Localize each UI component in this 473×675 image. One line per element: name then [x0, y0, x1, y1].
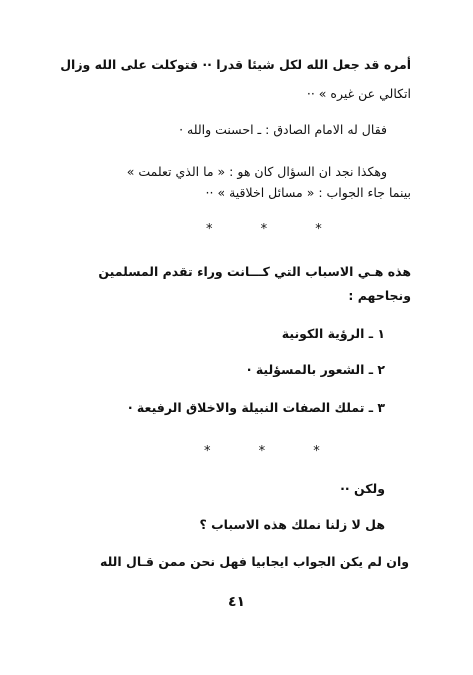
list-item-3: ٣ ـ تملك الصفات النبيلة والاخلاق الرفيعة · [127, 400, 385, 415]
section-separator-1: * * * [206, 222, 344, 237]
text-line-7: ونجاحهم : [348, 288, 411, 303]
list-item-2: ٢ ـ الشعور بالمسؤلية · [246, 362, 385, 377]
text-line-9: هل لا زلنا نملك هذه الاسباب ؟ [199, 517, 385, 532]
page-number: ٤١ [227, 594, 246, 610]
list-item-1: ١ ـ الرؤية الكونية [281, 326, 385, 341]
text-line-3: فقال له الامام الصادق : ـ احسنت والله · [179, 122, 387, 137]
text-line-2: اتكالي عن غيره » ·· [306, 86, 411, 101]
text-line-10: وان لم يكن الجواب ايجابيا فهل نحن ممن قـال الله [99, 554, 409, 569]
text-line-5: بينما جاء الجواب : « مسائل اخلاقية » ·· [205, 185, 411, 200]
text-line-4: وهكذا نجد ان السؤال كان هو : « ما الذي تعلمت » [126, 164, 387, 179]
section-separator-2: * * * [204, 444, 342, 459]
text-line-6: هذه هـي الاسباب التي كـــانت وراء تقدم المسلمين [98, 264, 411, 279]
text-line-8: ولكن ·· [340, 481, 385, 496]
text-line-1: أمره قد جعل الله لكل شيئا قدرا ·· فتوكلت على الله وزال [60, 57, 411, 72]
